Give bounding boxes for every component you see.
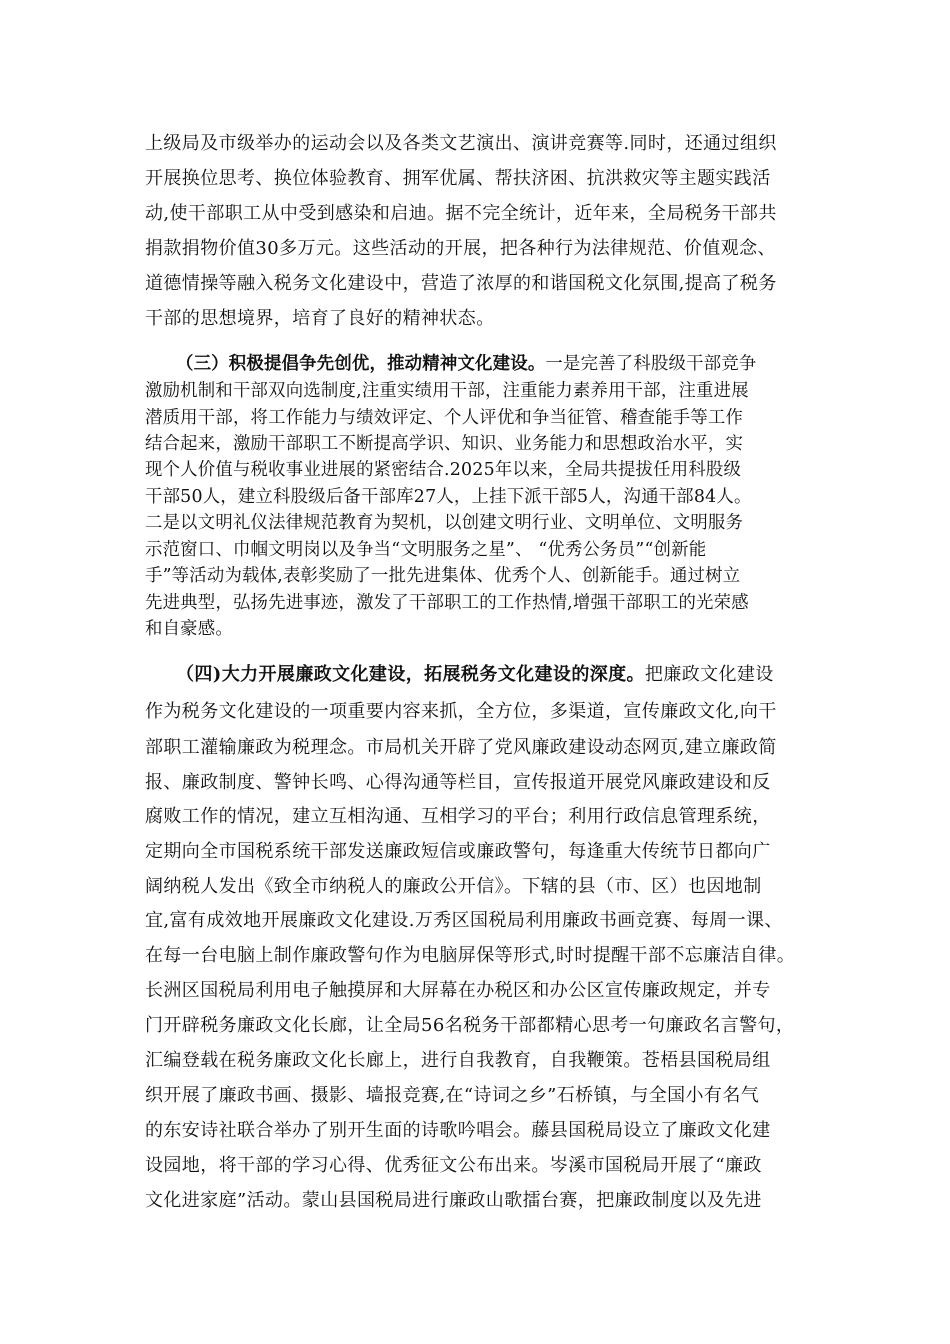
text-line: 设园地，将干部的学习心得、优秀征文公布出来。岑溪市国税局开展了“廉政 [145,1155,762,1176]
text-line: 定期向全市国税系统干部发送廉政短信或廉政警句，每逢重大传统节日都向广 [145,841,771,862]
text-line: 先进典型，弘扬先进事迹，激发了干部职工的工作热情,增强干部职工的光荣感 [145,593,749,613]
text-line: 报、廉政制度、警钟长鸣、心得沟通等栏目，宣传报道开展党风廉政建设和反 [145,772,771,793]
text-line: 结合起来，激励干部职工不断提高学识、知识、业务能力和思想政治水平，实 [145,434,744,454]
section-heading: （四)大力开展廉政文化建设，拓展税务文化建设的深度。 [176,664,645,685]
paragraph-first-line [176,353,757,375]
text-line: 潜质用干部，将工作能力与绩效评定、个人评优和争当征管、稽查能手等工作 [145,408,744,428]
section-heading: （三）积极提倡争先创优，推动精神文化建设。 [176,354,546,374]
text-line: 干部50人，建立科股级后备干部库27人，上挂下派干部5人，沟通干部84人。 [145,487,752,507]
text-line: 部职工灌输廉政为税理念。市局机关开辟了党风廉政建设动态网页,建立廉政简 [145,737,777,758]
text-line: 开展换位思考、换位体验教育、拥军优属、帮扶济困、抗洪救灾等主题实践活 [145,168,771,189]
text-line: 上级局及市级举办的运动会以及各类文艺演出、演讲竞赛等.同时，还通过组织 [145,133,777,154]
text-line: 织开展了廉政书画、摄影、墙报竞赛,在“诗词之乡”石桥镇，与全国小有名气 [145,1085,760,1106]
text-line: 的东安诗社联合举办了别开生面的诗歌吟唱会。藤县国税局设立了廉政文化建 [145,1120,771,1141]
text-line: 文化进家庭”活动。蒙山县国税局进行廉政山歌擂台赛，把廉政制度以及先进 [145,1190,762,1211]
text-line: 在每一台电脑上制作廉政警句作为电脑屏保等形式,时时提醒干部不忘廉洁自律。 [145,945,796,966]
text-line: 门开辟税务廉政文化长廊，让全局56名税务干部都精心思考一句廉政名言警句， [145,1015,795,1036]
text-line: 阔纳税人发出《致全市纳税人的廉政公开信》。下辖的县（市、区）也因地制 [145,876,762,897]
text-line: 激励机制和干部双向选制度,注重实绩用干部，注重能力素养用干部，注重进展 [145,381,749,401]
text-line: 汇编登载在税务廉政文化长廊上，进行自我教育，自我鞭策。苍梧县国税局组 [145,1050,771,1071]
text-line: 作为税务文化建设的一项重要内容来抓，全方位，多渠道，宣传廉政文化,向干 [145,701,777,722]
text-line: 二是以文明礼仪法律规范教育为契机，以创建文明行业、文明单位、文明服务 [145,513,744,533]
text-line: 宜,富有成效地开展廉政文化建设.万秀区国税局利用廉政书画竞赛、每周一课、 [145,910,783,931]
text-line: 腐败工作的情况，建立互相沟通、互相学习的平台；利用行政信息管理系统， [145,806,771,827]
text-line: 手”等活动为载体,表彰奖励了一批先进集体、优秀个人、创新能手。通过树立 [145,566,741,586]
text-line: 道德情操等融入税务文化建设中，营造了浓厚的和谐国税文化氛围,提高了税务 [145,273,777,294]
text-line: 现个人价值与税收事业进展的紧密结合.2025年以来，全局共提拔任用科股级 [145,460,742,480]
text-line: 捐款捐物价值30多万元。这些活动的开展，把各种行为法律规范、价值观念、 [145,238,776,259]
text-line: 示范窗口、巾帼文明岗以及争当“文明服务之星”、 “优秀公务员”“创新能 [145,540,707,560]
paragraph-first-line [176,664,774,686]
text-line: 和自豪感。 [145,619,233,639]
text-line: 干部的思想境界，培育了良好的精神状态。 [145,308,495,329]
text-line: 动,使干部职工从中受到感染和启迪。据不完全统计，近年来，全局税务干部共 [145,203,777,224]
text-run: 把廉政文化建设 [644,664,774,685]
text-run: 一是完善了科股级干部竞争 [545,354,757,374]
text-line: 长洲区国税局利用电子触摸屏和大屏幕在办税区和办公区宣传廉政规定，并专 [145,980,771,1001]
